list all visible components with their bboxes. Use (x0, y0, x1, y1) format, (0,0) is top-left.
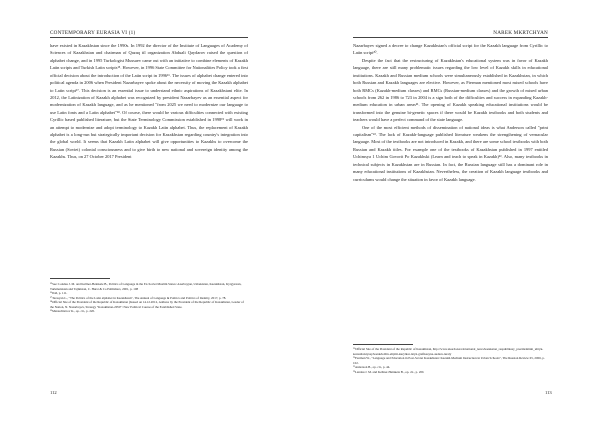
footnote: ¹⁷Tarasyan L., "The Politics of the Latin alphabet in Kazakhstan", The Annual of Language & Politics and Politics of Identity, 2017, p. 78. (50, 295, 227, 300)
running-head-left: CONTEMPORARY EURASIA VI (1) (50, 30, 136, 36)
page-number-right: 113 (545, 390, 552, 395)
footnotes-left (50, 282, 248, 314)
paragraph: One of the most efficient methods of dissemination of national ideas is what Anderson called "print capitalism"²². The lack of Kazakh-language published literature weakens the strengthening of vernacular language. Most of the textbooks are not introduced in Kazakh, and there are some school textbooks with both Russian and Kazakh titles. For example one of the textbooks of Kazakhstan published in 1997 entitled Uchimsya 1 Uchim Govorit Po Kazakhski (Learn and teach to speak in Kazakh)²³. Also, many textbooks in technical subjects in Kazakhstan are in Russian. In fact, the Russian language still has a dominant role in many educational institutions of Kazakhstan. Nevertheless, the creation of Kazakh language textbooks and curriculums would change the situation in favor of Kazakh language. (353, 124, 548, 182)
footnote: ²²Anderson B., op. cit., p. 44. (353, 365, 391, 370)
footnote: ¹⁶Ibid, p. 111. (50, 291, 68, 296)
header-rule-right (353, 37, 548, 38)
page-number-left: 112 (50, 390, 57, 395)
footnote: ²¹Fierman W., "Language and Education in Post-Soviet Kazakhstan: Kazakh-Medium Instruction in Urban Schools", The Russian Review 65, 2006, p. 102. (353, 356, 545, 365)
footnote: ²³Landau J. M. and Kellner-Heinkele B., op. cit., p. 206 (353, 369, 424, 374)
footnote: ¹⁹Matsuchistrov K., op. cit., p. 220. (50, 309, 95, 314)
paragraph: have existed in Kazakhstan since the 1990s. In 1992 the director of the Institute of Languages of Academy of Sciences of Kazakhstan and chairman of Qazaq til organization Abduali Qaydarov raised the question of alphabet change, and in 1995 Turkologist Mussaev came out with an initiative to combine elements of Kazakh Latin scripts and Turkish Latin scripts¹⁵. However, in 1996 State Committee for Nationalities Policy took a first official decision about the introduction of the Latin script in 1996¹⁶. The issues of alphabet change entered into political agenda in 2006 when President Nazarbayev spoke about the necessity of moving the Kazakh alphabet to Latin script¹⁷. This decision is an essential issue to understand ethnic aspirations of Kazakhstani elite. In 2012, the Latinization of Kazakh alphabet was recognized by president Nazarbayev as an essential aspect for modernization of Kazakh language, and as he mentioned "from 2025 we need to modernize our language to use Latin fonts and a Latin alphabet"¹⁸. Of course, there would be various difficulties connected with existing Cyrillic based published literature, but the State Terminology Commission established in 1998¹⁹ will work in an attempt to modernize and adopt terminology to Kazakh Latin alphabet. Thus, the replacement of Kazakh alphabet is a long-run but strategically important decision for Kazakhstan regarding country's integration into the global world. It seems that Kazakh Latin alphabet will give opportunities to Kazakhs to overcome the Russian (Soviet) colonial consciousness and to give birth to new national and sovereign identity among the Kazakhs. Thus, on 27 October 2017 President (50, 43, 248, 160)
body-text-right (353, 42, 548, 183)
footnote: ¹⁸Official Site of the President of the Republic of Kazakhstan (Issued on 14.12.2012, Address by the President of the Republic of Kazakhstan, Leader of the Nation, N. Nazarbayev, Strategy "Kazakhstan-2050": New Political Course of the Established State. (50, 300, 244, 309)
footnote-rule-left (50, 278, 110, 279)
paragraph: Nazarbayev signed a decree to change Kazakhstan's official script for the Kazakh language from Cyrillic to Latin script²⁰. (353, 43, 548, 56)
footnotes-right (353, 347, 548, 374)
right-page (300, 0, 600, 424)
running-head-right: NAREK MKRTCHYAN (493, 30, 548, 36)
header-rule-left (50, 37, 248, 38)
paragraph: Despite the fact that the restructuring of Kazakhstan's educational system was in favor of Kazakh language, there are still many problematic issues regarding the low level of Kazakh skills in educational institutions. Kazakh and Russian medium schools were simultaneously established in Kazakhstan, in which both Russian and Kazakh languages are elective. However, as Fierman mentioned most mixed schools have both RMCs (Kazakh-medium classes) and RMCs (Russian-medium classes) and the growth of mixed urban schools from 262 in 1986 to 723 in 2004 is a sign both of the difficulties and success in expanding Kazakh-medium education in urban areas²¹. The opening of Kazakh speaking educational institutions would be transformed into the genuine bi-genetic spaces if there would be Kazakh textbooks and both students and teachers would have a perfect command of the state language. (353, 57, 548, 123)
footnote: ²⁰Official Site of the President of the Republic of Kazakhstan, http://www.akorda.kz/en/national_news/kazakstan_respublikasy_prezidentinin_ulttyk-konsultatsiyasy/kazakh-tilin-elipbii-kurylkar-latyn-grafikasyna-audaru-turaly (353, 347, 544, 356)
footnote: ¹⁵See: Landau J. M. and Kellner-Heinkele B., Politics of Language in the Ex-Soviet Muslim States: Azerbayjan, Uzbekistan, Kazakhstan, Kyrgyzstan, Turkmenistan and Tajikistan, C. Hurst & Co Publishers, 2001, p. 108 (50, 282, 242, 291)
body-text-left (50, 42, 248, 161)
footnote-rule-right (353, 344, 413, 345)
